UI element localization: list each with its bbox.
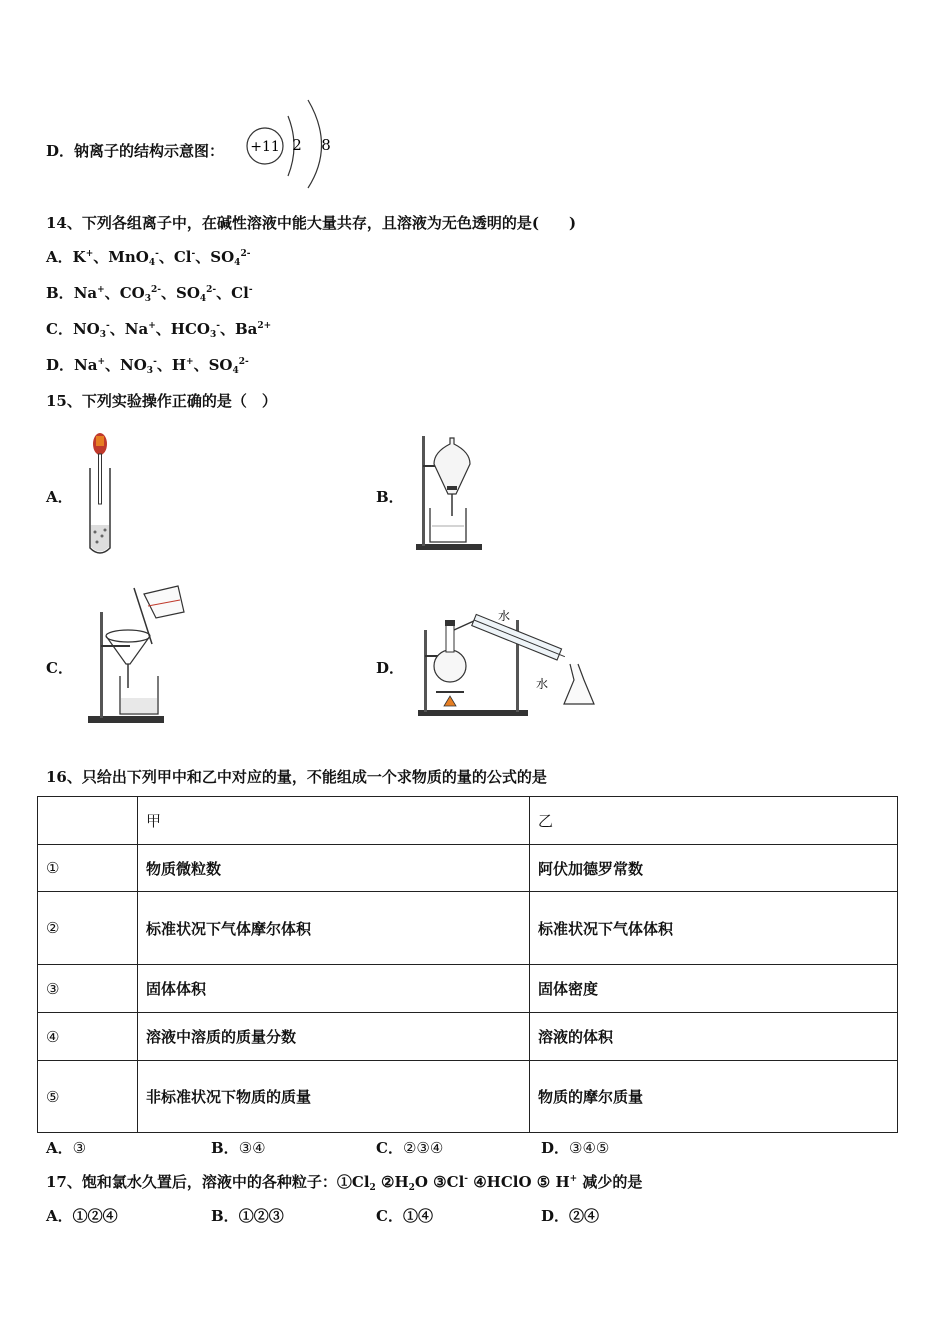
q14-option (46, 282, 253, 303)
ion-formula: K+ (72, 248, 94, 266)
q13-option-d (46, 140, 224, 161)
q17-answer-b: B．①②③ (211, 1207, 284, 1225)
q15-option-c-label: C． (46, 659, 73, 677)
q16-answer-c: C．②③④ (376, 1139, 444, 1157)
ion-formula: $NO_3^-$ (72, 320, 110, 340)
ion-formula: Na+ (73, 284, 105, 302)
ion-separator: 、 (193, 356, 209, 374)
ion-separator: 、 (104, 284, 120, 302)
filtration-image (86, 584, 196, 726)
q13-option-d-label: D． (46, 142, 75, 160)
ion-formula: Cl- (231, 284, 253, 302)
water-in-label: 水 (498, 609, 511, 623)
q16-cell: ② (38, 892, 138, 965)
ion-formula: Na+ (74, 356, 105, 374)
q16-cell: 非标准状况下物质的质量 (138, 1061, 530, 1133)
q16-header-cell (38, 797, 138, 845)
q17-answer-d: D．②④ (541, 1207, 600, 1225)
q14-option-label: D． (46, 356, 75, 374)
ion-separator: 、 (195, 248, 211, 266)
q16-table-header-row (38, 797, 898, 845)
q16-table-row (38, 892, 898, 965)
q14-option-label: B． (46, 284, 74, 302)
q16-cell: 标准状况下气体体积 (530, 892, 898, 965)
q16-cell: 阿伏加德罗常数 (530, 845, 898, 892)
shell1-label: 2 (292, 136, 302, 154)
q16-cell: 固体体积 (138, 965, 530, 1013)
ion-separator: 、 (156, 356, 172, 374)
q14-stem: 14、下列各组离子中，在碱性溶液中能大量共存，且溶液为无色透明的是( ) (46, 214, 577, 232)
ion-formula: $SO_4^{2-}$ (175, 284, 217, 304)
distillation-image (412, 600, 604, 720)
q16-table-row (38, 965, 898, 1013)
q16-cell: ① (38, 845, 138, 892)
q16-header-cell: 甲 (138, 797, 530, 845)
q14-option (46, 246, 250, 267)
q17-answer-a: A．①②④ (46, 1207, 118, 1225)
q16-header-cell: 乙 (530, 797, 898, 845)
q16-cell: 物质的摩尔质量 (530, 1061, 898, 1133)
q15-option-d-label: D． (376, 659, 405, 677)
ion-separator: 、 (155, 320, 171, 338)
q14-option (46, 318, 271, 339)
ion-formula: Na+ (124, 320, 156, 338)
ion-formula: $NO_3^-$ (120, 356, 157, 376)
q16-table-row (38, 1013, 898, 1061)
ion-separator: 、 (93, 248, 109, 266)
q16-cell: 固体密度 (530, 965, 898, 1013)
ion-separator: 、 (216, 284, 232, 302)
ion-separator: 、 (109, 320, 125, 338)
ion-separator: 、 (160, 284, 176, 302)
q16-cell: ③ (38, 965, 138, 1013)
q16-cell: ④ (38, 1013, 138, 1061)
q16-cell: 物质微粒数 (138, 845, 530, 892)
q14-option (46, 354, 249, 375)
ion-formula: H+ (171, 356, 194, 374)
q17-answer-c: C．①④ (376, 1207, 433, 1225)
ion-separator: 、 (158, 248, 174, 266)
ion-formula: MnO$_4$- (108, 248, 159, 268)
q16-table (37, 796, 898, 1133)
q16-table-row (38, 845, 898, 892)
q14-option-label: C． (46, 320, 73, 338)
q16-cell: 溶液的体积 (530, 1013, 898, 1061)
ion-formula: $SO_4^{2-}$ (210, 248, 251, 268)
ion-formula: $Ba^{2+}$ (234, 320, 272, 338)
q15-option-a-label: A． (46, 488, 73, 506)
q16-answer-b: B．③④ (211, 1139, 266, 1157)
shell2-label: 8 (321, 136, 331, 154)
q16-cell: 标准状况下气体摩尔体积 (138, 892, 530, 965)
q13-option-d-text: 钠离子的结构示意图： (74, 142, 225, 160)
q16-cell: 溶液中溶质的质量分数 (138, 1013, 530, 1061)
q16-answer-d: D．③④⑤ (541, 1139, 610, 1157)
q16-stem: 16、只给出下列甲中和乙中对应的量，不能组成一个求物质的量的公式的是 (46, 768, 547, 786)
q15-stem: 15、下列实验操作正确的是（ ） (46, 392, 277, 410)
q16-cell: ⑤ (38, 1061, 138, 1133)
ion-formula: $HCO_3^-$ (170, 320, 220, 340)
dropper-test-tube-image (80, 430, 120, 558)
water-out-label: 水 (536, 677, 549, 691)
sodium-ion-diagram (240, 96, 340, 191)
nucleus-label: +11 (250, 139, 280, 155)
separatory-funnel-image (412, 430, 492, 552)
q15-option-b-label: B． (376, 488, 404, 506)
ion-separator: 、 (105, 356, 121, 374)
ion-formula: $CO_3^{2-}$ (119, 284, 161, 304)
q16-table-row (38, 1061, 898, 1133)
ion-formula: Cl- (173, 248, 196, 266)
q14-option-label: A． (46, 248, 73, 266)
q16-answer-a: A．③ (46, 1139, 87, 1157)
ion-formula: $SO_4^{2-}$ (208, 356, 249, 376)
ion-separator: 、 (219, 320, 235, 338)
q17-stem: 17、饱和氯水久置后，溶液中的各种粒子：$①Cl_2$ $②H_2O$ ③Cl- ④HClO ⑤ H+ 减少的是 (46, 1173, 643, 1193)
